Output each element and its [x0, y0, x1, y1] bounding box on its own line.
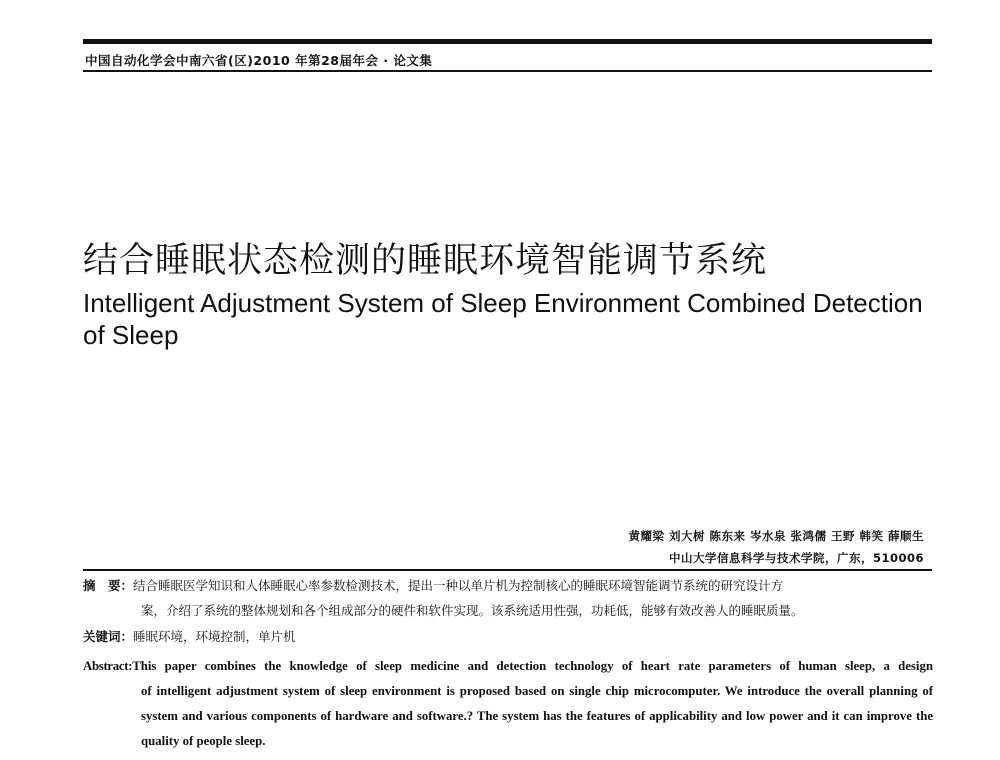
- abstract-en-body: of intelligent adjustment system of sleep environment is proposed based on single chip microcomputer. We introduce the overall planning of system and various components of hardware and software.? The system has the features of applicability and low power and it can improve the quality of people sleep.: [141, 684, 933, 748]
- abstract-chinese: [83, 573, 933, 623]
- keywords-text: 睡眠环境，环境控制，单片机: [133, 629, 296, 644]
- author-list: 黄耀梁 刘大树 陈东来 岑水泉 张鸿儒 王野 韩笑 薛顺生: [628, 529, 924, 543]
- author-affiliation: 中山大学信息科学与技术学院，广东，510006: [668, 551, 924, 565]
- keywords-label: 关键词：: [83, 629, 134, 644]
- paper-title-chinese: 结合睡眠状态检测的睡眠环境智能调节系统: [83, 241, 768, 281]
- abstract-cn-line2: 案，介绍了系统的整体规划和各个组成部分的硬件和软件实现。该系统适用性强，功耗低，能够有效改善人的睡眠质量。: [141, 603, 804, 618]
- journal-header: 中国自动化学会中南六省(区)2010 年第28届年会 · 论文集: [85, 53, 433, 68]
- abstract-english: [83, 654, 933, 754]
- abstract-cn-line1: 结合睡眠医学知识和人体睡眠心率参数检测技术，提出一种以单片机为控制核心的睡眠环境智能调节系统的研究设计方: [133, 578, 784, 593]
- section-divider: [83, 569, 932, 571]
- keywords: [83, 627, 296, 645]
- paper-title-english: Intelligent Adjustment System of Sleep Environment Combined Detection of Sleep: [83, 288, 923, 350]
- header-top-rule: [83, 39, 932, 44]
- header-bottom-rule: [83, 70, 932, 72]
- abstract-en-line1: This paper combines the knowledge of sleep medicine and detection technology of heart rate parameters of human sleep, a design: [132, 659, 933, 673]
- abstract-en-label: Abstract:: [83, 659, 133, 673]
- abstract-cn-label: 摘 要：: [83, 578, 134, 593]
